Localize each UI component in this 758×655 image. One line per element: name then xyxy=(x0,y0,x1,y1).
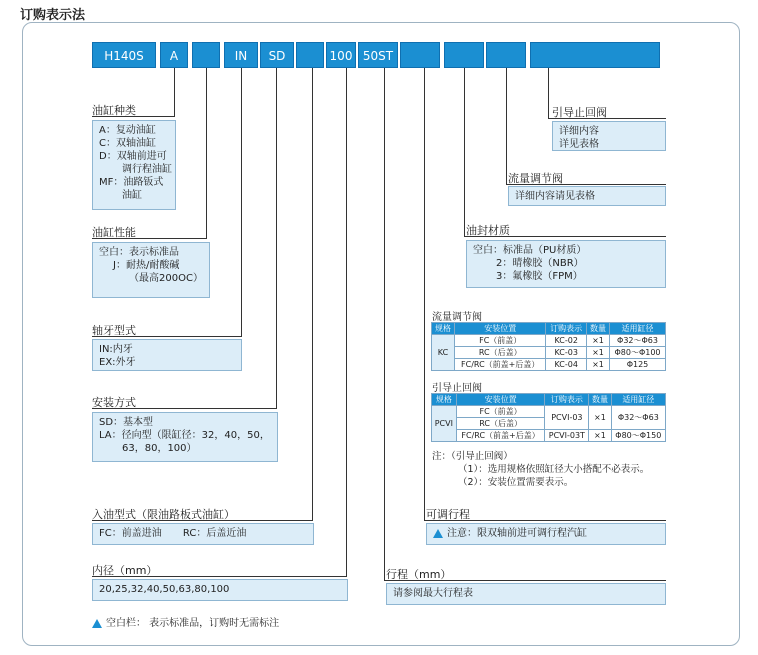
adjustable-title: 可调行程 xyxy=(426,508,470,521)
flow-table-title: 流量调节阀 xyxy=(432,312,482,323)
table-cell: Φ125 xyxy=(609,359,665,371)
table-header: 订购表示 xyxy=(545,394,589,406)
table-cell: RC（后盖） xyxy=(456,418,545,430)
stroke-title: 行程（mm） xyxy=(386,568,452,581)
table-spec: PCVI xyxy=(432,406,457,442)
table-header: 规格 xyxy=(432,323,455,335)
code-box-seal xyxy=(444,42,484,68)
oil-inlet-box xyxy=(92,523,314,545)
code-box-stroke: 50ST xyxy=(358,42,398,68)
code-box-mount: SD xyxy=(260,42,294,68)
thread-in: IN:内牙 xyxy=(99,344,133,355)
seal-box xyxy=(466,240,666,288)
performance-j: J：耐热/耐酸碱 xyxy=(113,260,180,271)
oil-inlet-rc: RC：后盖近油 xyxy=(182,528,247,539)
connector xyxy=(241,68,242,336)
pilot-row-2: 详见表格 xyxy=(559,139,599,150)
table-header: 数量 xyxy=(586,323,609,335)
table-cell: FC/RC（前盖+后盖） xyxy=(455,359,546,371)
cylinder-type-d: D：双轴前进可 xyxy=(99,151,167,162)
thread-box xyxy=(92,339,242,371)
table-header: 安装位置 xyxy=(455,323,546,335)
warning-icon xyxy=(92,619,102,628)
connector xyxy=(548,68,549,118)
code-box-thread: IN xyxy=(224,42,258,68)
cylinder-type-mf-cont: 油缸 xyxy=(122,190,142,201)
seal-title: 油封材质 xyxy=(466,224,510,237)
pilot-title: 引导止回阀 xyxy=(552,106,607,119)
code-box-type: A xyxy=(160,42,188,68)
table-cell: ×1 xyxy=(586,359,609,371)
mount-la-cont: 63，80，100） xyxy=(122,443,197,454)
connector xyxy=(276,68,277,408)
table-cell: Φ32～Φ63 xyxy=(609,335,665,347)
table-cell: FC（前盖） xyxy=(456,406,545,418)
cylinder-type-box xyxy=(92,120,176,210)
mount-sd: SD：基本型 xyxy=(99,417,154,428)
blank-note-text: 空白栏： 表示标准品，订购时无需标注 xyxy=(106,618,280,629)
flow-title: 流量调节阀 xyxy=(508,172,563,185)
cylinder-type-a: A：复动油缸 xyxy=(99,125,156,136)
seal-fpm: 3：氟橡胶（FPM） xyxy=(496,271,583,282)
thread-ex: EX:外牙 xyxy=(99,357,136,368)
warning-icon xyxy=(433,529,443,538)
table-header: 规格 xyxy=(432,394,457,406)
flow-box xyxy=(508,186,666,206)
stroke-row: 请参阅最大行程表 xyxy=(393,588,473,599)
pilot-row-1: 详细内容 xyxy=(559,126,599,137)
table-cell: KC-03 xyxy=(546,347,587,359)
table-cell: PCVI-03 xyxy=(545,406,589,430)
cylinder-type-mf: MF：油路钣式 xyxy=(99,177,164,188)
code-box-bore: 100 xyxy=(326,42,356,68)
table-cell: Φ32～Φ63 xyxy=(611,406,665,430)
connector xyxy=(384,68,385,580)
stroke-box xyxy=(386,583,666,605)
table-spec: KC xyxy=(432,335,455,371)
flow-row: 详细内容请见表格 xyxy=(515,191,595,202)
table-cell: Φ80～Φ150 xyxy=(611,430,665,442)
table-cell: KC-04 xyxy=(546,359,587,371)
mount-la: LA：径向型（限缸径：32，40，50， xyxy=(99,430,270,441)
bore-box xyxy=(92,579,348,601)
performance-title: 油缸性能 xyxy=(92,226,136,239)
notes xyxy=(432,450,649,489)
bore-title: 内径（mm） xyxy=(92,564,158,577)
connector xyxy=(464,68,465,236)
thread-title: 轴牙型式 xyxy=(92,324,136,337)
table-header: 适用缸径 xyxy=(611,394,665,406)
code-box-flow xyxy=(486,42,526,68)
bore-values: 20,25,32,40,50,63,80,100 xyxy=(99,584,230,595)
oil-inlet-title: 入油型式（限油路板式油缸） xyxy=(92,508,235,521)
table-cell: ×1 xyxy=(589,406,611,430)
pilot-table-title: 引导止回阀 xyxy=(432,383,482,394)
blank-note xyxy=(92,617,279,630)
table-cell: ×1 xyxy=(586,347,609,359)
mount-title: 安装方式 xyxy=(92,396,136,409)
table-cell: ×1 xyxy=(589,430,611,442)
performance-standard: 空白：表示标准品 xyxy=(99,247,179,258)
table-header: 订购表示 xyxy=(546,323,587,335)
cylinder-type-title: 油缸种类 xyxy=(92,104,136,117)
pilot-table xyxy=(431,393,666,442)
code-box-model: H140S xyxy=(92,42,156,68)
code-box-inlet xyxy=(296,42,324,68)
code-box-performance xyxy=(192,42,220,68)
cylinder-type-d-cont: 调行程油缸 xyxy=(122,164,172,175)
code-box-adjustable xyxy=(400,42,440,68)
table-cell: KC-02 xyxy=(546,335,587,347)
connector xyxy=(312,68,313,520)
table-header: 安装位置 xyxy=(456,394,545,406)
connector xyxy=(346,68,347,576)
adjustable-box xyxy=(426,523,666,545)
performance-j-cont: （最高200OC） xyxy=(129,273,203,284)
seal-standard: 空白：标准品（PU材质） xyxy=(473,245,587,256)
table-header: 数量 xyxy=(589,394,611,406)
table-cell: FC（前盖） xyxy=(455,335,546,347)
seal-nbr: 2：晴橡胶（NBR） xyxy=(496,258,584,269)
adjustable-row: 注意：限双轴前进可调行程汽缸 xyxy=(447,528,587,539)
table-header: 适用缸径 xyxy=(609,323,665,335)
cylinder-type-c: C：双轴油缸 xyxy=(99,138,156,149)
note-line: 注：（引导止回阀） xyxy=(432,451,513,462)
table-cell: RC（后盖） xyxy=(455,347,546,359)
connector xyxy=(506,68,507,184)
performance-box xyxy=(92,242,210,298)
connector xyxy=(206,68,207,238)
code-box-pilot xyxy=(530,42,660,68)
table-cell: ×1 xyxy=(586,335,609,347)
connector xyxy=(424,68,425,520)
pilot-box xyxy=(552,121,666,151)
note-line: （1）：选用规格依照缸径大小搭配不必表示。 xyxy=(458,464,650,475)
note-line: （2）：安装位置需要表示。 xyxy=(458,477,574,488)
mount-box xyxy=(92,412,278,462)
table-cell: PCVI-03T xyxy=(545,430,589,442)
connector xyxy=(174,68,175,116)
page-title: 订购表示法 xyxy=(20,8,86,23)
flow-table xyxy=(431,322,666,371)
table-cell: Φ80～Φ100 xyxy=(609,347,665,359)
oil-inlet-fc: FC：前盖进油 xyxy=(99,528,162,539)
table-cell: FC/RC（前盖+后盖） xyxy=(456,430,545,442)
